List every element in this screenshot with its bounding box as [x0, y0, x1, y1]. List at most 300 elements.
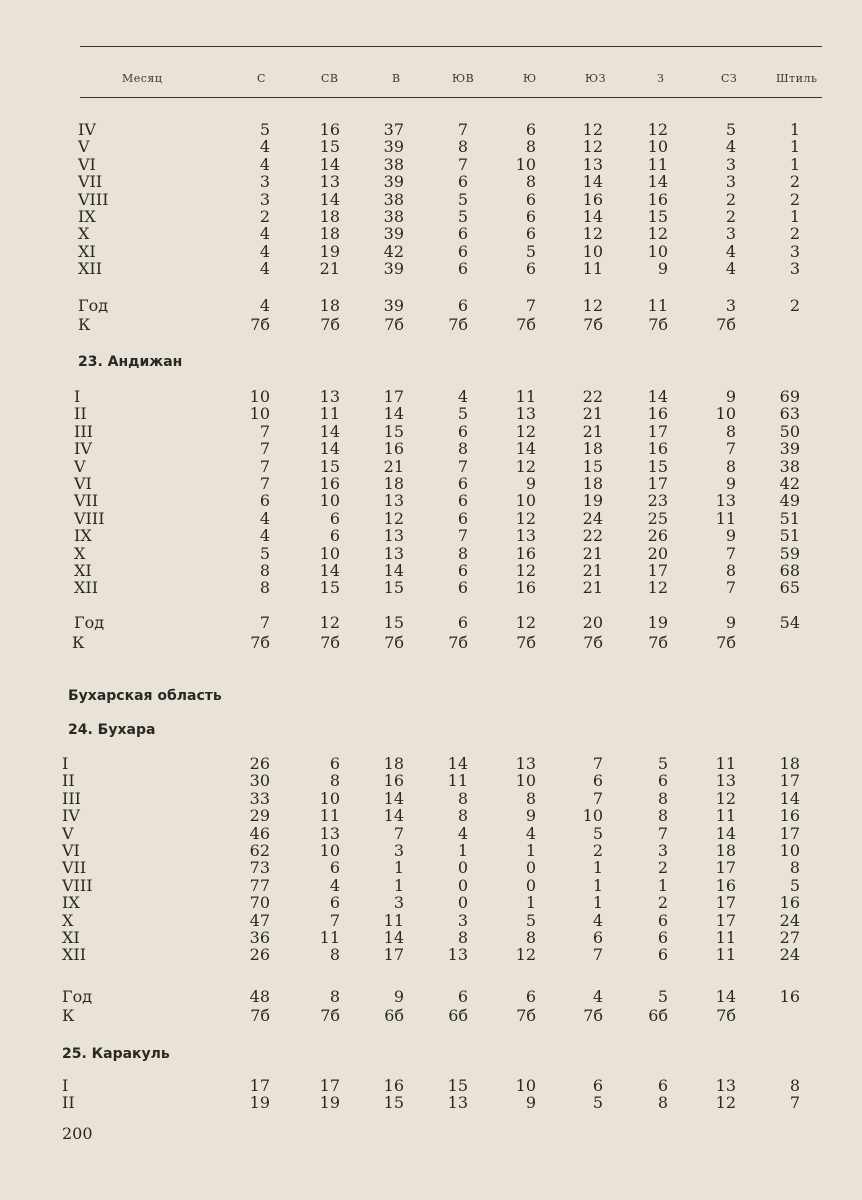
table-cell: 12 [515, 421, 536, 441]
table-cell: 47 [249, 910, 270, 930]
row-label: V [78, 137, 90, 157]
table-row [0, 475, 862, 493]
table-cell: 38 [383, 189, 404, 209]
table-cell: 6 [592, 1076, 603, 1095]
table-cell: 69 [779, 387, 800, 406]
table-cell: 15 [447, 1076, 468, 1095]
row-label: VII [78, 172, 103, 192]
table-cell: 8 [457, 137, 468, 157]
table-cell: 7б [448, 315, 468, 334]
table-cell: 6 [457, 474, 468, 493]
table-cell: 8 [789, 1076, 800, 1095]
column-header-month: Месяц [122, 72, 163, 85]
table-cell: 7 [259, 474, 270, 493]
table-cell: 3 [725, 154, 736, 174]
table-cell: 13 [715, 1076, 736, 1095]
table-cell: 24 [779, 910, 800, 930]
table-cell: 10 [319, 841, 340, 860]
table-cell: 8 [525, 788, 536, 808]
table-cell: 10 [249, 404, 270, 424]
row-label: XII [74, 578, 99, 598]
table-cell: 15 [647, 456, 668, 476]
table-cell: 13 [515, 404, 536, 424]
table-cell: 7б [250, 633, 270, 652]
table-cell: 18 [319, 296, 340, 315]
row-label: V [74, 456, 86, 476]
table-cell: 8 [525, 137, 536, 157]
table-cell: 3 [393, 893, 404, 913]
table-cell: 24 [582, 508, 603, 528]
table-cell: 38 [383, 207, 404, 226]
table-cell: 14 [319, 421, 340, 441]
table-cell: 12 [715, 788, 736, 808]
row-label: XI [78, 241, 96, 261]
table-cell: 51 [779, 526, 800, 546]
table-cell: 7б [516, 315, 536, 334]
table-cell: 17 [647, 561, 668, 580]
table-cell: 14 [383, 928, 404, 947]
table-row [0, 562, 862, 580]
table-cell: 7 [725, 439, 736, 459]
table-cell: 13 [447, 1093, 468, 1113]
table-cell: 2 [657, 893, 668, 913]
table-cell: 17 [319, 1076, 340, 1095]
table-cell: 18 [715, 841, 736, 860]
table-cell: 7 [457, 526, 468, 546]
table-cell: 12 [582, 137, 603, 157]
table-cell: 8 [725, 421, 736, 441]
row-label: III [74, 421, 93, 441]
table-cell: 13 [319, 172, 340, 192]
table-cell: 6 [329, 754, 340, 773]
row-label: I [74, 387, 81, 406]
table-cell: 12 [515, 945, 536, 965]
row-label: XI [62, 928, 80, 947]
table-cell: 6 [525, 189, 536, 209]
table-cell: 6 [525, 987, 536, 1006]
column-header-n: С [257, 72, 266, 85]
row-label: VI [78, 154, 96, 174]
table-cell: 8 [259, 561, 270, 580]
table-cell: 0 [457, 858, 468, 878]
table-cell: 16 [582, 189, 603, 209]
table-cell: 16 [383, 439, 404, 459]
table-cell: 1 [393, 875, 404, 895]
table-cell: 4 [525, 823, 536, 843]
table-cell: 16 [779, 806, 800, 826]
table-cell: 7б [583, 1006, 603, 1025]
table-cell: 7 [725, 578, 736, 598]
table-cell: 14 [647, 387, 668, 406]
column-header-nw: СЗ [721, 72, 738, 85]
table-cell: 19 [647, 613, 668, 632]
table-cell: 0 [457, 875, 468, 895]
table-cell: 7б [320, 315, 340, 334]
table-cell: 3 [657, 841, 668, 860]
table-cell: 9 [525, 1093, 536, 1113]
table-cell: 7б [583, 315, 603, 334]
table-cell: 36 [249, 928, 270, 947]
table-cell: 6б [384, 1006, 404, 1025]
table-row [0, 225, 862, 243]
table-cell: 19 [319, 1093, 340, 1113]
table-cell: 11 [319, 928, 340, 947]
table-cell: 13 [383, 543, 404, 563]
table-cell: 8 [329, 945, 340, 965]
table-cell: 7 [725, 543, 736, 563]
table-cell: 21 [582, 543, 603, 563]
table-cell: 4 [259, 259, 270, 279]
table-cell: 18 [319, 207, 340, 226]
row-label: I [62, 1076, 69, 1095]
table-cell: 23 [647, 491, 668, 511]
table-cell: 16 [319, 120, 340, 139]
table-row [0, 894, 862, 912]
table-row [0, 877, 862, 895]
table-cell: 6 [457, 259, 468, 279]
table-cell: 22 [582, 387, 603, 406]
table-cell: 8 [525, 928, 536, 947]
row-label: К [62, 1006, 75, 1025]
table-cell: 26 [647, 526, 668, 546]
table-cell: 8 [725, 456, 736, 476]
table-cell: 7б [716, 633, 736, 652]
table-row [0, 208, 862, 226]
row-label: VII [74, 491, 99, 511]
table-cell: 3 [725, 296, 736, 315]
table-cell: 0 [525, 858, 536, 878]
table-cell: 19 [249, 1093, 270, 1113]
row-label: IX [74, 526, 92, 546]
table-cell: 17 [249, 1076, 270, 1095]
table-cell: 6 [457, 172, 468, 192]
table-cell: 12 [582, 296, 603, 315]
table-cell: 0 [525, 875, 536, 895]
table-cell: 5 [457, 404, 468, 424]
table-cell: 6 [329, 893, 340, 913]
table-cell: 21 [383, 456, 404, 476]
table-cell: 17 [647, 474, 668, 493]
table-cell: 6 [592, 928, 603, 947]
table-cell: 3 [457, 910, 468, 930]
table-cell: 10 [647, 241, 668, 261]
k-row [0, 634, 862, 652]
table-cell: 7 [259, 456, 270, 476]
table-cell: 42 [383, 241, 404, 261]
table-cell: 8 [259, 578, 270, 598]
table-cell: 13 [447, 945, 468, 965]
table-cell: 13 [319, 387, 340, 406]
table-cell: 18 [383, 754, 404, 773]
table-cell: 10 [515, 771, 536, 791]
table-cell: 6 [329, 858, 340, 878]
table-cell: 9 [725, 474, 736, 493]
row-label: XI [74, 561, 92, 580]
table-cell: 7б [716, 315, 736, 334]
row-label: VIII [74, 508, 105, 528]
table-cell: 7 [592, 945, 603, 965]
table-cell: 10 [319, 788, 340, 808]
table-cell: 17 [779, 823, 800, 843]
table-cell: 7б [516, 1006, 536, 1025]
table-cell: 5 [657, 754, 668, 773]
table-cell: 8 [789, 858, 800, 878]
table-row [0, 492, 862, 510]
table-cell: 5 [259, 543, 270, 563]
table-cell: 8 [525, 172, 536, 192]
table-cell: 7 [457, 154, 468, 174]
table-cell: 18 [319, 224, 340, 244]
table-cell: 49 [779, 491, 800, 511]
table-cell: 38 [383, 154, 404, 174]
page-number: 200 [62, 1124, 93, 1143]
table-cell: 4 [592, 987, 603, 1006]
table-cell: 11 [447, 771, 468, 791]
table-row [0, 121, 862, 139]
table-cell: 6 [525, 207, 536, 226]
k-row [0, 1007, 862, 1025]
table-cell: 3 [789, 259, 800, 279]
table-cell: 39 [383, 296, 404, 315]
table-cell: 16 [319, 474, 340, 493]
table-cell: 48 [249, 987, 270, 1006]
table-cell: 18 [779, 754, 800, 773]
table-cell: 9 [725, 613, 736, 632]
table-cell: 13 [383, 526, 404, 546]
table-cell: 4 [725, 259, 736, 279]
table-cell: 7б [716, 1006, 736, 1025]
table-cell: 4 [259, 241, 270, 261]
table-row [0, 527, 862, 545]
table-cell: 7б [648, 315, 668, 334]
table-cell: 21 [582, 421, 603, 441]
table-cell: 70 [249, 893, 270, 913]
table-cell: 26 [249, 945, 270, 965]
table-cell: 14 [319, 561, 340, 580]
table-cell: 14 [383, 788, 404, 808]
table-row [0, 912, 862, 930]
table-cell: 10 [779, 841, 800, 860]
table-cell: 13 [383, 491, 404, 511]
table-cell: 8 [329, 987, 340, 1006]
table-row [0, 842, 862, 860]
column-header-ne: СВ [321, 72, 339, 85]
row-label: III [62, 788, 81, 808]
table-cell: 8 [457, 439, 468, 459]
table-cell: 5 [525, 910, 536, 930]
table-cell: 68 [779, 561, 800, 580]
column-header-se: ЮВ [452, 72, 475, 85]
table-cell: 10 [515, 1076, 536, 1095]
table-cell: 4 [259, 154, 270, 174]
table-cell: 7 [657, 823, 668, 843]
table-cell: 10 [319, 543, 340, 563]
table-cell: 39 [383, 137, 404, 157]
table-cell: 5 [525, 241, 536, 261]
table-cell: 8 [725, 561, 736, 580]
table-cell: 7 [457, 456, 468, 476]
table-cell: 7 [525, 296, 536, 315]
table-cell: 7б [384, 633, 404, 652]
table-cell: 4 [329, 875, 340, 895]
table-cell: 6 [457, 578, 468, 598]
table-cell: 10 [249, 387, 270, 406]
column-header-calm: Штиль [776, 72, 818, 85]
table-cell: 6 [457, 296, 468, 315]
table-cell: 39 [383, 172, 404, 192]
table-cell: 14 [383, 404, 404, 424]
table-cell: 1 [657, 875, 668, 895]
table-cell: 37 [383, 120, 404, 139]
table-header-rule [80, 97, 822, 98]
table-cell: 4 [725, 137, 736, 157]
row-label: Год [74, 613, 105, 632]
table-cell: 13 [319, 823, 340, 843]
table-cell: 2 [657, 858, 668, 878]
table-cell: 17 [383, 387, 404, 406]
region-title-bukhara: Бухарская область [68, 688, 222, 704]
table-cell: 1 [525, 893, 536, 913]
station-title-karakul: 25. Каракуль [62, 1046, 170, 1062]
table-cell: 17 [779, 771, 800, 791]
table-cell: 4 [457, 823, 468, 843]
table-cell: 7б [583, 633, 603, 652]
table-cell: 10 [582, 806, 603, 826]
table-cell: 9 [525, 474, 536, 493]
table-cell: 3 [259, 172, 270, 192]
table-cell: 12 [383, 508, 404, 528]
row-label: Год [78, 296, 109, 315]
table-cell: 8 [657, 806, 668, 826]
table-row [0, 440, 862, 458]
table-cell: 19 [319, 241, 340, 261]
table-cell: 16 [647, 404, 668, 424]
table-cell: 11 [715, 754, 736, 773]
table-cell: 14 [715, 987, 736, 1006]
column-header-w: З [657, 72, 665, 85]
table-cell: 7 [592, 754, 603, 773]
table-cell: 2 [592, 841, 603, 860]
table-cell: 0 [457, 893, 468, 913]
table-cell: 9 [657, 259, 668, 279]
table-cell: 14 [383, 806, 404, 826]
table-row [0, 1077, 862, 1095]
table-cell: 1 [592, 893, 603, 913]
table-cell: 6 [657, 1076, 668, 1095]
row-label: IX [62, 893, 80, 913]
table-row [0, 510, 862, 528]
table-cell: 11 [715, 508, 736, 528]
table-cell: 3 [725, 224, 736, 244]
table-cell: 16 [779, 893, 800, 913]
table-cell: 15 [383, 578, 404, 598]
table-cell: 14 [647, 172, 668, 192]
table-cell: 51 [779, 508, 800, 528]
table-row [0, 755, 862, 773]
table-cell: 29 [249, 806, 270, 826]
table-cell: 7 [259, 439, 270, 459]
table-cell: 14 [779, 788, 800, 808]
table-cell: 4 [592, 910, 603, 930]
table-cell: 8 [329, 771, 340, 791]
row-label: XII [78, 259, 103, 279]
table-cell: 12 [647, 120, 668, 139]
table-cell: 6 [329, 508, 340, 528]
table-cell: 7 [789, 1093, 800, 1113]
table-cell: 12 [515, 508, 536, 528]
row-label: X [62, 910, 74, 930]
table-cell: 30 [249, 771, 270, 791]
row-label: IV [78, 120, 96, 139]
table-cell: 13 [515, 526, 536, 546]
table-cell: 5 [592, 1093, 603, 1113]
table-cell: 9 [525, 806, 536, 826]
table-cell: 6 [525, 259, 536, 279]
row-label: VI [74, 474, 92, 493]
table-cell: 14 [319, 154, 340, 174]
row-label: IX [78, 207, 96, 226]
table-cell: 3 [725, 172, 736, 192]
row-label: II [62, 771, 75, 791]
table-cell: 12 [647, 578, 668, 598]
table-cell: 1 [789, 154, 800, 174]
table-cell: 8 [657, 788, 668, 808]
row-label: II [74, 404, 87, 424]
table-row [0, 825, 862, 843]
row-label: XII [62, 945, 87, 965]
table-cell: 7б [516, 633, 536, 652]
table-cell: 7 [259, 613, 270, 632]
row-label: II [62, 1093, 75, 1113]
table-cell: 9 [725, 387, 736, 406]
table-cell: 26 [249, 754, 270, 773]
table-cell: 4 [259, 526, 270, 546]
year-total-row [0, 614, 862, 632]
table-cell: 6 [457, 561, 468, 580]
table-cell: 9 [393, 987, 404, 1006]
table-row [0, 1094, 862, 1112]
row-label: Год [62, 987, 93, 1006]
table-cell: 14 [582, 207, 603, 226]
table-cell: 1 [592, 858, 603, 878]
table-cell: 10 [515, 491, 536, 511]
table-cell: 7 [592, 788, 603, 808]
table-cell: 10 [715, 404, 736, 424]
table-cell: 50 [779, 421, 800, 441]
table-cell: 73 [249, 858, 270, 878]
table-cell: 4 [259, 137, 270, 157]
table-cell: 77 [249, 875, 270, 895]
table-cell: 8 [457, 928, 468, 947]
table-cell: 39 [383, 224, 404, 244]
table-cell: 62 [249, 841, 270, 860]
row-label: VIII [62, 875, 93, 895]
table-cell: 7б [250, 1006, 270, 1025]
table-cell: 17 [715, 893, 736, 913]
table-row [0, 929, 862, 947]
table-cell: 11 [715, 806, 736, 826]
table-cell: 12 [715, 1093, 736, 1113]
table-cell: 6 [457, 508, 468, 528]
table-cell: 6б [648, 1006, 668, 1025]
table-cell: 25 [647, 508, 668, 528]
table-cell: 19 [582, 491, 603, 511]
table-cell: 6 [592, 771, 603, 791]
station-title-bukhara: 24. Бухара [68, 722, 156, 738]
table-cell: 11 [715, 928, 736, 947]
table-cell: 13 [515, 754, 536, 773]
table-cell: 4 [259, 224, 270, 244]
